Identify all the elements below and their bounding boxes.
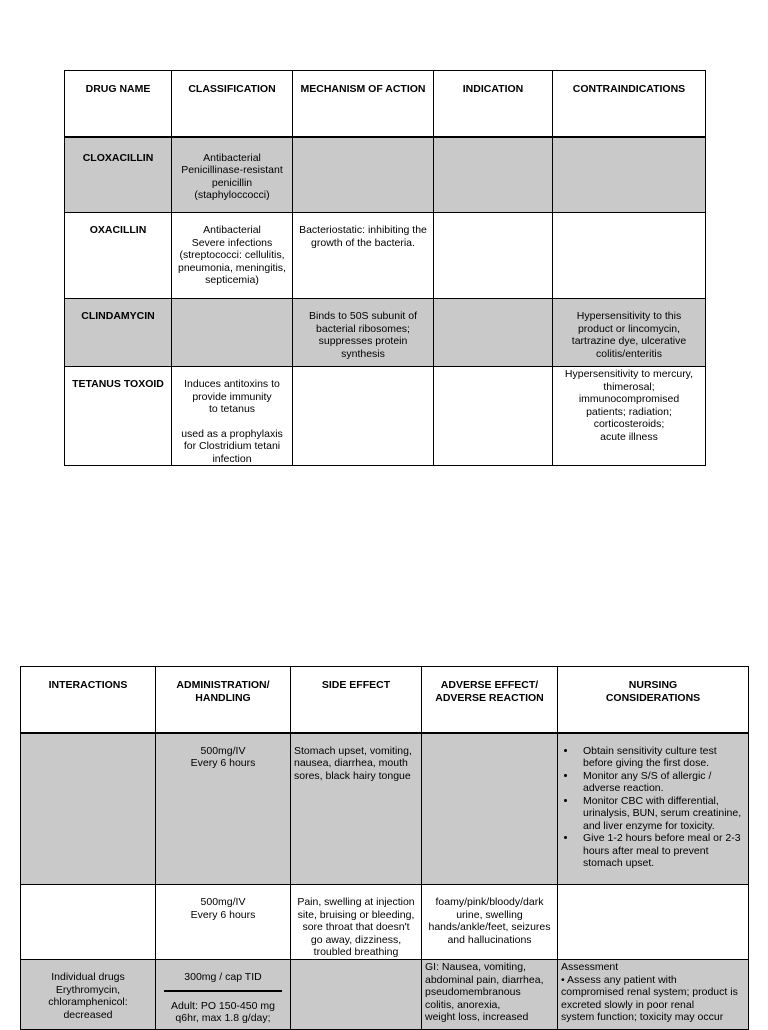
adverse-cell: GI: Nausea, vomiting, abdominal pain, diarrhea, pseudomembranous colitis, anorexia, weight loss, increased <box>422 960 558 1030</box>
header-adverse-effect: ADVERSE EFFECT/ ADVERSE REACTION <box>422 667 558 733</box>
nursing-cell <box>558 960 749 1030</box>
classification-cell: Antibacterial Severe infections (streptococci: cellulitis, pneumonia, meningitis, septicemia) <box>172 213 293 299</box>
table-row <box>65 137 706 213</box>
table-header-row <box>65 71 706 137</box>
drug-table-top <box>64 70 706 466</box>
nursing-list <box>561 745 745 870</box>
adverse-cell <box>422 733 558 885</box>
header-administration: ADMINISTRATION/ HANDLING <box>156 667 291 733</box>
header-nursing: NURSING CONSIDERATIONS <box>558 667 749 733</box>
contraindications-cell <box>553 213 706 299</box>
administration-cell: 500mg/IV Every 6 hours <box>156 885 291 960</box>
mechanism-cell <box>293 367 434 466</box>
administration-text-a: 300mg / cap TID <box>184 971 262 983</box>
classification-text-b: used as a prophylaxis for Clostridium tetani infection <box>181 427 283 465</box>
classification-cell: Antibacterial Penicillinase-resistant penicillin (staphyloccocci) <box>172 137 293 213</box>
indication-cell <box>434 367 553 466</box>
header-indication: INDICATION <box>434 71 553 137</box>
indication-cell <box>434 213 553 299</box>
table-row <box>21 960 749 1030</box>
list-item: • Give 1-2 hours before meal or 2-3 hours after meal to prevent stomach upset. <box>577 832 745 870</box>
list-item: • Obtain sensitivity culture test before giving the first dose. <box>577 745 745 770</box>
administration-text-b: Adult: PO 150-450 mg q6hr, max 1.8 g/day; <box>171 999 275 1024</box>
nursing-cell <box>558 885 749 960</box>
table-row <box>65 367 706 466</box>
indication-cell <box>434 137 553 213</box>
table-row <box>21 885 749 960</box>
mechanism-cell: Bacteriostatic: inhibiting the growth of the bacteria. <box>293 213 434 299</box>
list-item: • Monitor any S/S of allergic / adverse reaction. <box>577 770 745 795</box>
classification-cell <box>172 299 293 367</box>
header-contraindications: CONTRAINDICATIONS <box>553 71 706 137</box>
table-header-row <box>21 667 749 733</box>
contraindications-cell <box>553 137 706 213</box>
header-drug-name: DRUG NAME <box>65 71 172 137</box>
drug-name-cell: CLINDAMYCIN <box>65 299 172 367</box>
nursing-text: • Assess any patient with compromised renal system; product is excreted slowly in poor renal system function; toxicity may occur <box>561 973 738 1023</box>
side-effect-cell: Stomach upset, vomiting, nausea, diarrhea, mouth sores, black hairy tongue <box>291 733 422 885</box>
nursing-title: Assessment <box>561 961 619 973</box>
indication-cell <box>434 299 553 367</box>
side-effect-cell: Pain, swelling at injection site, bruising or bleeding, sore throat that doesn't go away, dizziness, troubled breathing <box>291 885 422 960</box>
administration-cell: 500mg/IV Every 6 hours <box>156 733 291 885</box>
drug-table-bottom <box>20 666 749 1030</box>
interactions-cell <box>21 885 156 960</box>
table-row <box>65 299 706 367</box>
contraindications-cell: Hypersensitivity to mercury, thimerosal; immunocompromised patients; radiation; corticosteroids; acute illness <box>553 367 706 466</box>
table-row <box>65 213 706 299</box>
contraindications-cell: Hypersensitivity to this product or lincomycin, tartrazine dye, ulcerative colitis/enteritis <box>553 299 706 367</box>
divider <box>164 990 282 992</box>
list-item: • Monitor CBC with differential, urinalysis, BUN, serum creatinine, and liver enzyme for toxicity. <box>577 795 745 833</box>
header-side-effect: SIDE EFFECT <box>291 667 422 733</box>
header-mechanism: MECHANISM OF ACTION <box>293 71 434 137</box>
spacer <box>175 416 289 428</box>
side-effect-cell <box>291 960 422 1030</box>
administration-cell <box>156 960 291 1030</box>
mechanism-cell: Binds to 50S subunit of bacterial ribosomes; suppresses protein synthesis <box>293 299 434 367</box>
mechanism-cell <box>293 137 434 213</box>
header-interactions: INTERACTIONS <box>21 667 156 733</box>
classification-cell <box>172 367 293 466</box>
classification-text-a: Induces antitoxins to provide immunity to tetanus <box>184 378 280 415</box>
nursing-cell <box>558 733 749 885</box>
table-row <box>21 733 749 885</box>
drug-name-cell: CLOXACILLIN <box>65 137 172 213</box>
header-classification: CLASSIFICATION <box>172 71 293 137</box>
adverse-cell: foamy/pink/bloody/dark urine, swelling hands/ankle/feet, seizures and hallucinations <box>422 885 558 960</box>
drug-name-cell: TETANUS TOXOID <box>65 367 172 466</box>
drug-name-cell: OXACILLIN <box>65 213 172 299</box>
interactions-cell: Individual drugs Erythromycin, chloramphenicol: decreased <box>21 960 156 1030</box>
interactions-cell <box>21 733 156 885</box>
